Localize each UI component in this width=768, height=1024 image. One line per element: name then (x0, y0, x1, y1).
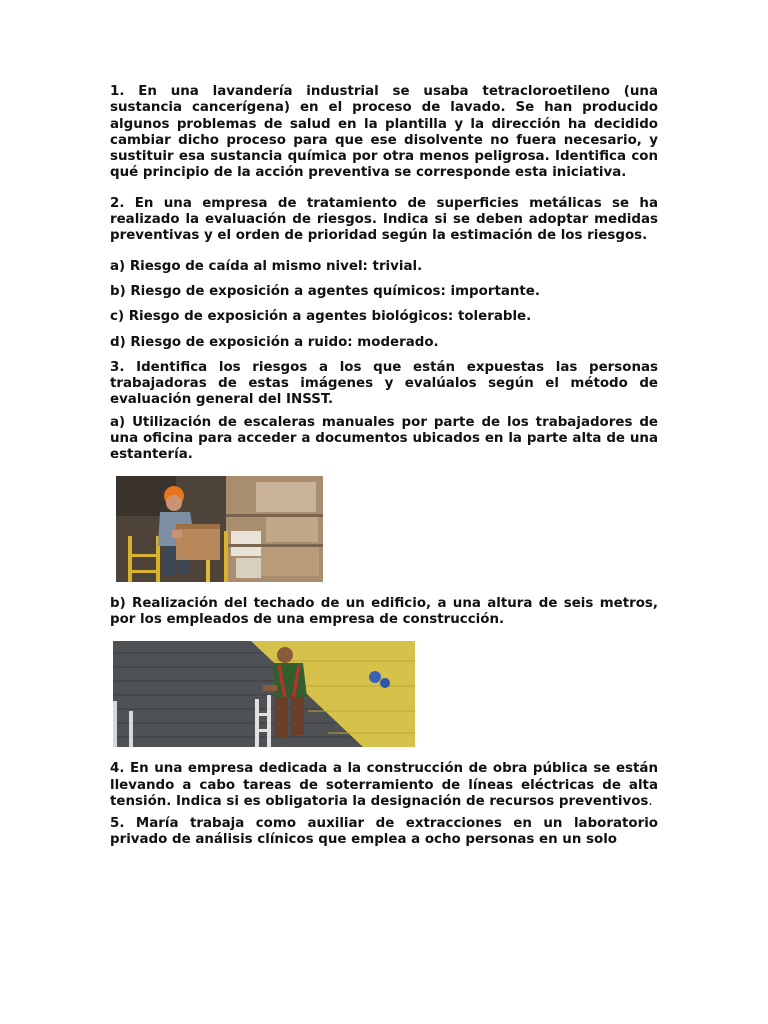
question-3-item-a: a) Utilización de escaleras manuales por parte de los trabajadores de una oficina para acceder a documentos ubicados en la parte alta de una estantería. (110, 414, 658, 463)
question-5: 5. María trabaja como auxiliar de extracciones en un laboratorio privado de análisis clínicos que emplea a ocho personas en un solo (110, 816, 658, 848)
question-2-item-a: a) Riesgo de caída al mismo nivel: trivial. (110, 258, 423, 274)
question-4-period: . (648, 793, 653, 809)
warehouse-ladder-photo-graphic (116, 476, 323, 582)
question-4 (110, 761, 658, 810)
roofing-worker-photo-graphic (113, 641, 415, 747)
question-4-text: 4. En una empresa dedicada a la construcción de obra pública se están llevando a cabo tareas de soterramiento de líneas eléctricas de alta tensión. Indica si es obligatoria la designación de recursos preventivos (110, 761, 658, 809)
question-3-item-b: b) Realización del techado de un edificio, a una altura de seis metros, por los empleados de una empresa de construcción. (110, 595, 658, 627)
question-2-item-d: d) Riesgo de exposición a ruido: moderado. (110, 334, 439, 350)
roofing-worker-photo (113, 641, 658, 747)
document-page (110, 84, 658, 849)
question-2-item-b: b) Riesgo de exposición a agentes químicos: importante. (110, 283, 540, 299)
question-2: 2. En una empresa de tratamiento de superficies metálicas se ha realizado la evaluación de riesgos. Indica si se deben adoptar medidas preventivas y el orden de prioridad según la estimación de los riesgos. (110, 195, 658, 244)
question-2-item-c: c) Riesgo de exposición a agentes biológicos: tolerable. (110, 309, 532, 325)
question-1: 1. En una lavandería industrial se usaba tetracloroetileno (una sustancia cancerígena) en el proceso de lavado. Se han producido algunos problemas de salud en la plantilla y la dirección ha decidido cambiar dicho proceso para que ese disolvente no fuera necesario, y sustituir esa sustancia química por otra menos peligrosa. Identifica con qué principio de la acción preventiva se corresponde esta iniciativa. (110, 84, 658, 181)
question-3: 3. Identifica los riesgos a los que están expuestas las personas trabajadoras de estas imágenes y evalúalos según el método de evaluación general del INSST. (110, 359, 658, 408)
warehouse-ladder-photo (116, 476, 658, 582)
